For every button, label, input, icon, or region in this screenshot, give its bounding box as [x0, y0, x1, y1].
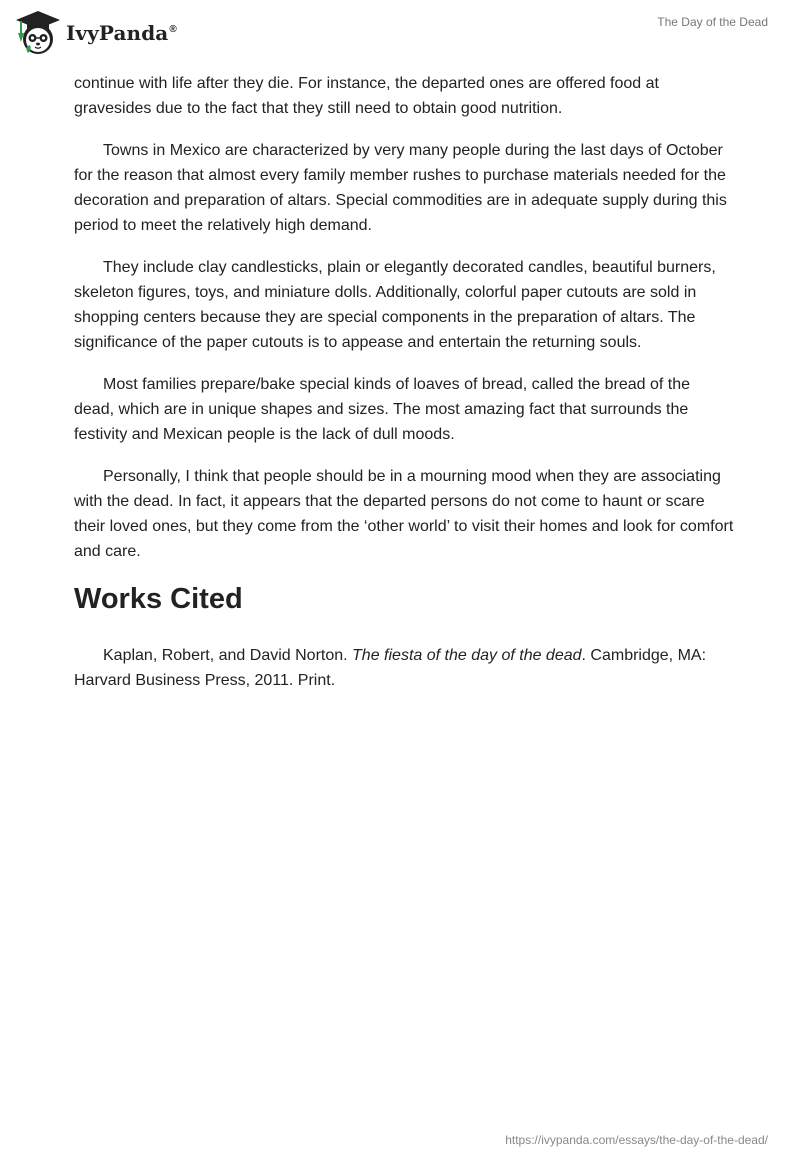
paragraph-commodities: They include clay candlesticks, plain or elegantly decorated candles, beautiful burners, skeleton figures, toys, and miniature dolls. Additionally, colorful paper cutouts are sold in shopping centers because they are special components in the preparation of altars. The significance of the paper cutouts is to appease and entertain the returning souls.: [74, 259, 716, 351]
citation-entry: [74, 643, 734, 693]
paragraph-towns: Towns in Mexico are characterized by very many people during the last days of October for the reason that almost every family member rushes to purchase materials needed for the decoration and preparation of altars. Special commodities are in adequate supply during this period to meet the relatively high demand.: [74, 142, 727, 234]
citation-title: The fiesta of the day of the dead: [352, 647, 582, 664]
citation-publisher: . Cambridge, MA: Harvard Business Press, 2011. Print.: [74, 647, 707, 689]
paragraph-bread: Most families prepare/bake special kinds of loaves of bread, called the bread of the dead, which are in unique shapes and sizes. The most amazing fact that surrounds the festivity and Mexican people is the lack of dull moods.: [74, 376, 690, 443]
works-cited-heading: Works Cited: [74, 583, 243, 615]
paragraph-continuation: continue with life after they die. For instance, the departed ones are offered food at gravesides due to the fact that they still need to obtain good nutrition.: [74, 75, 659, 117]
page-header: [0, 0, 800, 66]
registered-mark: ®: [169, 24, 177, 36]
essay-content: [74, 71, 734, 710]
document-running-title: The Day of the Dead: [657, 15, 768, 29]
brand-name: IvyPanda®: [66, 21, 177, 45]
paragraph-personal-view: Personally, I think that people should be in a mourning mood when they are associating with the dead. In fact, it appears that the departed persons do not come to haunt or scare their loved ones, but they come from the ‘other world’ to visit their homes and look for comfort and care.: [74, 468, 734, 560]
citation-authors: Kaplan, Robert, and David Norton.: [103, 647, 353, 664]
panda-mascot-icon: [14, 9, 62, 57]
ivypanda-logo[interactable]: [14, 9, 177, 57]
source-url[interactable]: https://ivypanda.com/essays/the-day-of-the-dead/: [505, 1133, 768, 1147]
